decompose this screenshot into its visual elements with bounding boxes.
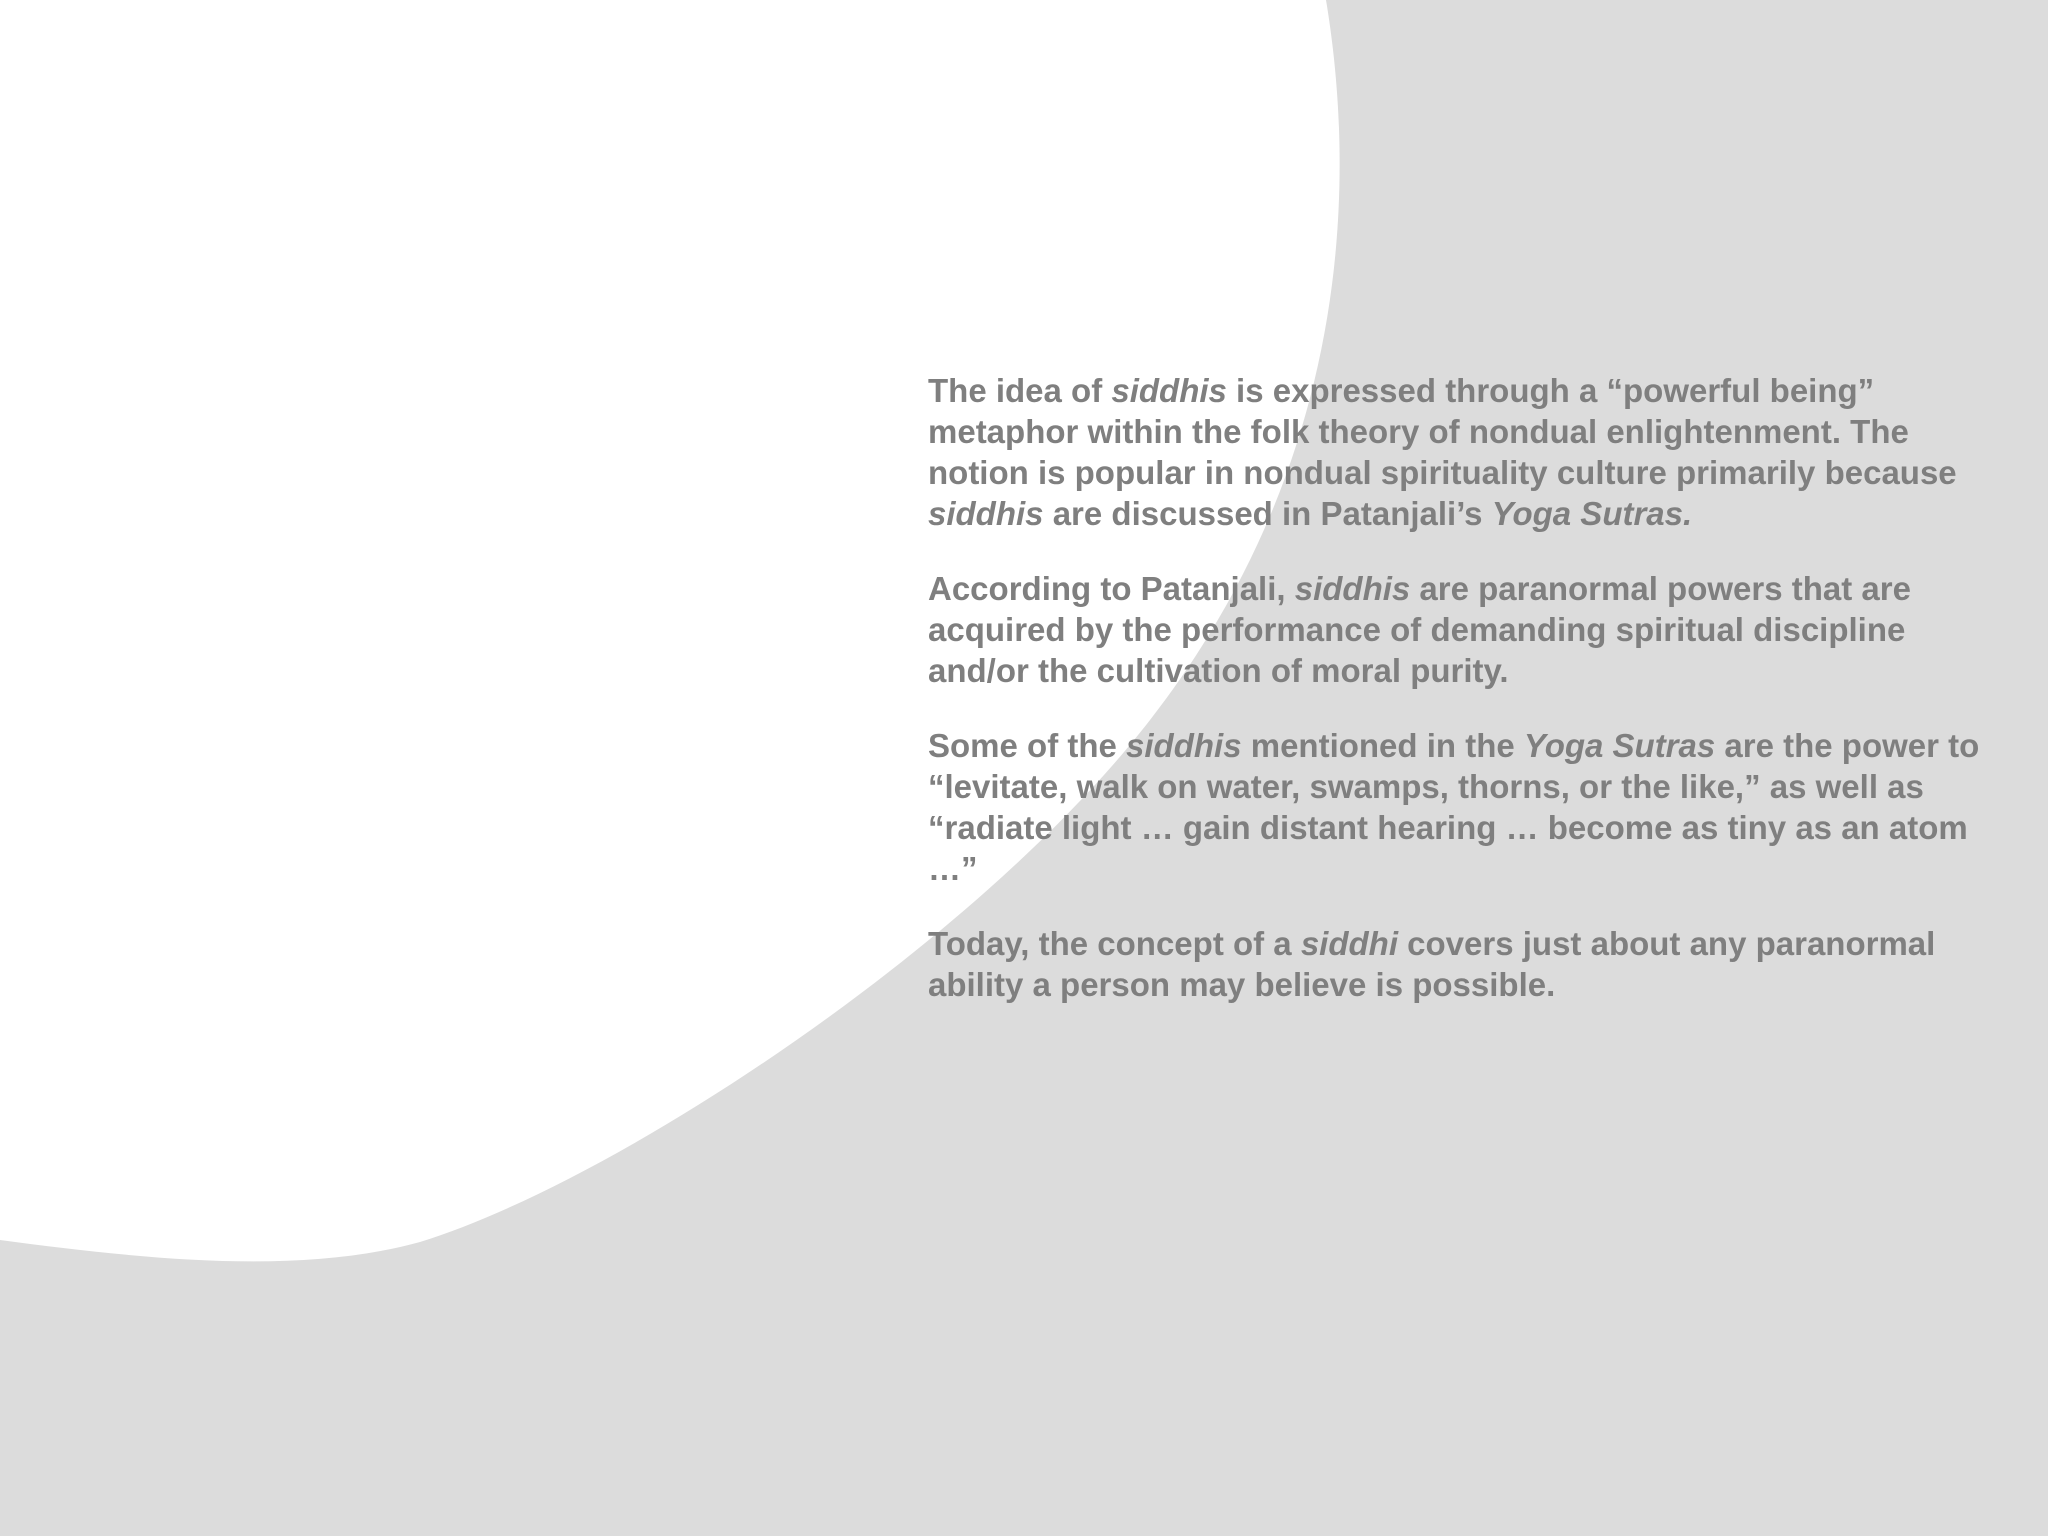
text-segment: The idea of	[928, 372, 1112, 409]
text-segment: is expressed through a “powerful being” metaphor within the folk theory of nondual enlightenment. The notion is popular in nondual spirituality culture primarily because	[928, 372, 1957, 491]
italic-term: Yoga Sutras.	[1491, 495, 1693, 532]
italic-term: Yoga Sutras	[1523, 727, 1716, 764]
italic-term: siddhis	[1294, 570, 1411, 607]
text-segment: are discussed in Patanjali’s	[1043, 495, 1492, 532]
paragraph-patanjali-definition	[928, 568, 1988, 691]
paragraph-today-concept	[928, 923, 1988, 1005]
text-segment: Some of the	[928, 727, 1127, 764]
text-segment: According to Patanjali,	[928, 570, 1295, 607]
paragraph-siddhis-idea	[928, 370, 1988, 534]
text-segment: covers just about any paranormal ability a person may believe is possible.	[928, 925, 1936, 1003]
text-segment: mentioned in the	[1241, 727, 1524, 764]
italic-term: siddhis	[928, 495, 1044, 532]
body-text	[928, 370, 1988, 1039]
paragraph-yoga-sutras-examples	[928, 725, 1988, 889]
italic-term: siddhis	[1111, 372, 1227, 409]
text-segment: are the power to “levitate, walk on water, swamps, thorns, or the like,” as well as “radiate light … gain distant hearing … become as tiny as an atom …”	[928, 727, 1980, 887]
text-segment: Today, the concept of a	[928, 925, 1301, 962]
italic-term: siddhis	[1126, 727, 1242, 764]
italic-term: siddhi	[1300, 925, 1398, 962]
text-segment: are paranormal powers that are acquired by the performance of demanding spiritual discipline and/or the cultivation of moral purity.	[928, 570, 1911, 689]
